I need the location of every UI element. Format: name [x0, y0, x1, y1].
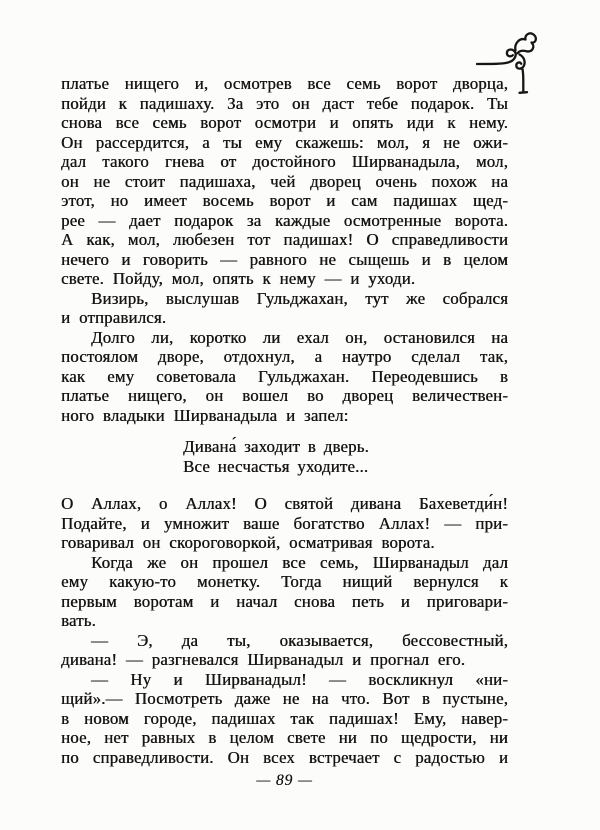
- text-line: щий».— Посмотреть даже не на что. Вот в пустыне,: [61, 689, 508, 708]
- text-line: дивана! — разгневался Ширванадыл и прогнал его.: [61, 650, 466, 669]
- text-line: Визирь, выслушав Гульджахан, тут же собрался: [91, 288, 508, 308]
- paragraph-3: [61, 328, 508, 426]
- text-line: он не стоит падишаха, чей дворец очень похож на: [61, 171, 508, 191]
- text-line: Долго ли, коротко ли ехал он, остановился на: [91, 327, 508, 347]
- text-line: пойди к падишаху. За это он даст тебе подарок. Ты: [61, 93, 508, 113]
- paragraph-5: [61, 553, 508, 631]
- text-line: Подайте, и умножит ваше богатство Аллах! — при-: [61, 513, 508, 533]
- verse-line: Все несчастья уходите...: [183, 456, 369, 476]
- text-line: рее — дает подарок за каждые осмотренные ворота.: [61, 210, 508, 230]
- text-line: платье нищего, он вошел во дворец величествен-: [61, 386, 508, 405]
- text-line: Когда же он прошел все семь, Ширванадыл дал: [91, 552, 508, 572]
- paragraph-4: [61, 494, 508, 553]
- text-line: в новом городе, падишах так падишах! Ему, навер-: [61, 708, 508, 728]
- verse-line: Дивана́ заходит в дверь.: [183, 437, 369, 456]
- paragraph-7: [61, 670, 508, 768]
- text-line: и отправился.: [61, 308, 167, 327]
- text-line: снова все семь ворот осмотри и опять иди к нему.: [61, 113, 508, 132]
- text-line: платье нищего и, осмотрев все семь ворот дворца,: [61, 74, 508, 93]
- text-line: ного владыки Ширванадыла и запел:: [61, 405, 349, 425]
- text-line: по справедливости. Он всех встречает с радостью и: [61, 747, 508, 767]
- verse-block: [61, 437, 508, 476]
- paragraph-2: [61, 289, 508, 328]
- paragraph-6: [61, 631, 508, 670]
- text-line: дал такого гнева от достойного Ширванадыла, мол,: [61, 152, 508, 171]
- text-line: этот, но имеет восемь ворот и сам падишах щед-: [61, 191, 508, 210]
- text-line: Он рассердится, а ты ему скажешь: мол, я не ожи-: [61, 132, 508, 152]
- text-line: ему какую-то монетку. Тогда нищий вернулся к: [61, 572, 508, 591]
- text-line: О Аллах, о Аллах! О святой дивана Бахеветди́н!: [61, 494, 508, 513]
- text-line: А как, мол, любезен тот падишах! О справедливости: [61, 230, 508, 249]
- page-number: — 89 —: [256, 772, 313, 789]
- text-line: нечего и говорить — равного не сыщешь и в целом: [61, 249, 508, 269]
- text-line: говаривал он скороговоркой, осматривая ворота.: [61, 533, 435, 552]
- text-line: вать.: [61, 611, 96, 630]
- text-line: постоялом дворе, отдохнул, а наутро сделал так,: [61, 347, 508, 366]
- text-block: [61, 74, 508, 791]
- text-line: — Э, да ты, оказывается, бессовестный,: [91, 630, 508, 650]
- text-line: первым воротам и начал снова петь и приговари-: [61, 591, 508, 611]
- text-line: свете. Пойду, мол, опять к нему — и уходи.: [61, 269, 416, 288]
- text-line: — Ну и Ширванадыл! — воскликнул «ни-: [91, 669, 508, 689]
- text-line: ное, нет равных в целом свете ни по щедрости, ни: [61, 728, 508, 747]
- paragraph-1: [61, 74, 508, 289]
- text-line: как ему советовала Гульджахан. Переодевшись в: [61, 366, 508, 386]
